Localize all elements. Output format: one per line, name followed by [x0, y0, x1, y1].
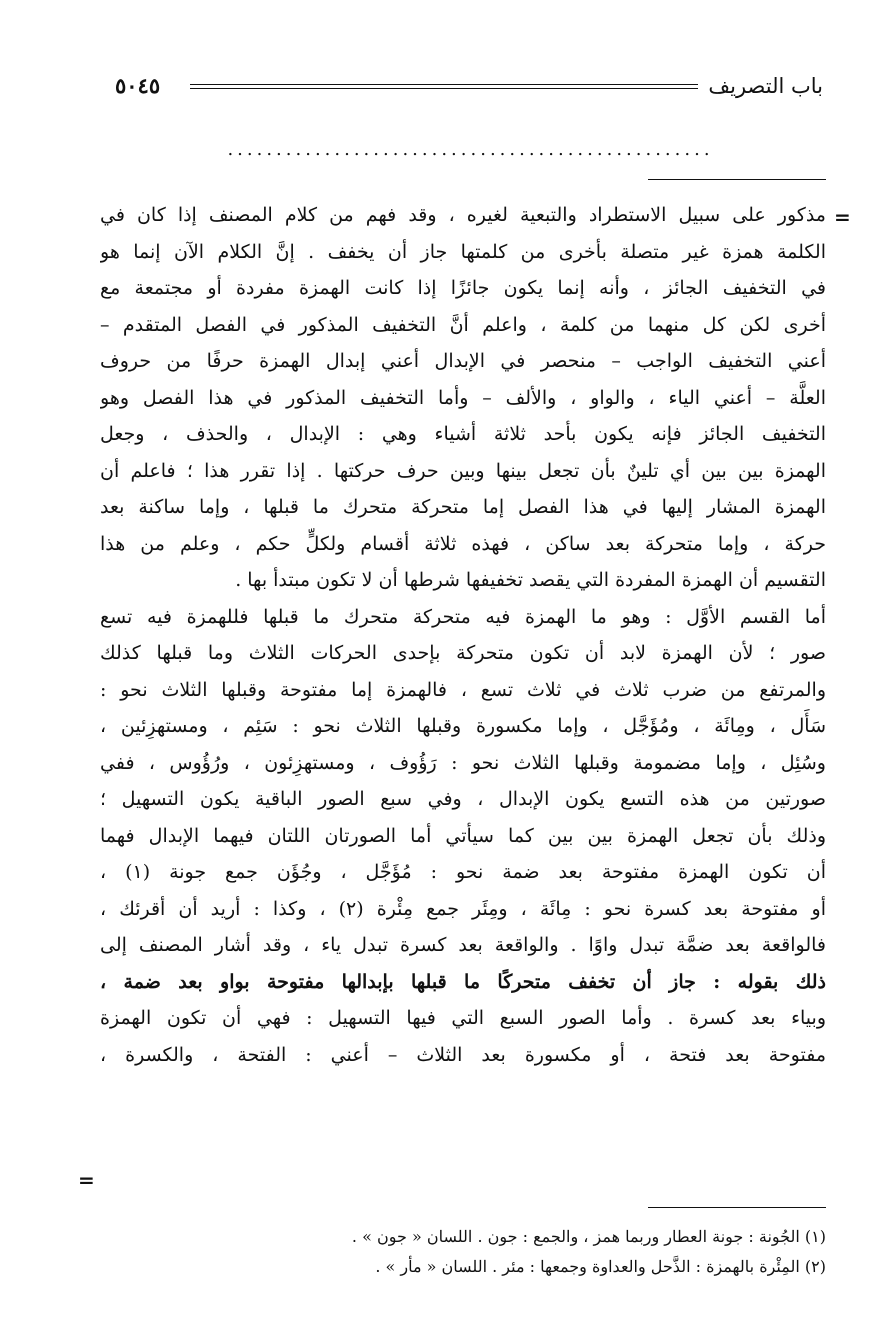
body-line: صور ؛ لأن الهمزة لابد أن تكون متحركة بإحدى الحركات الثلاث وما قبلها كذلك	[100, 642, 826, 664]
body-line: التخفيف الجائز فإنه يكون بأحد ثلاثة أشياء وهي : الإبدال ، والحذف ، وجعل	[100, 423, 826, 445]
body-line: وبياء بعد كسرة . وأما الصور السبع التي فيها التسهيل : فهي أن تكون الهمزة	[100, 1007, 826, 1029]
chapter-title: باب التصريف	[708, 74, 823, 98]
body-line: فالواقعة بعد ضمَّة تبدل واوًا . والواقعة بعد كسرة تبدل ياء ، وقد أشار المصنف إلى	[100, 934, 826, 956]
body-line: أو مفتوحة بعد كسرة نحو : مِائَة ، ومِئَر جمع مِئْرة (٢) ، وكذا : أريد أن أقرئك ،	[100, 897, 826, 920]
body-line: مفتوحة بعد فتحة ، أو مكسورة بعد الثلاث – أعني : الفتحة ، والكسرة ،	[100, 1043, 826, 1066]
body-line: الهمزة بين بين أي تلينٌ بأن تجعل بينها وبين حرف حركتها . إذا تقرر هذا ؛ فاعلم أن	[100, 459, 826, 482]
body-line: أخرى لكن كل منهما من كلمة ، واعلم أنَّ التخفيف المذكور في الفصل المتقدم –	[100, 313, 826, 336]
body-line: حركة ، وإما متحركة بعد ساكن ، فهذه ثلاثة أقسام ولكلٍّ حكم ، وعلم من هذا	[100, 532, 826, 555]
body-line: صورتين من هذه التسع يكون الإبدال ، وفي سبع الصور الباقية يكون التسهيل ؛	[100, 788, 826, 810]
header-double-rule	[190, 84, 698, 89]
dotted-separator: ..................................................	[227, 139, 714, 160]
footnote: (٢) المِئْرة بالهمزة : الذَّحل والعداوة وجمعها : مئر . اللسان « مأر » .	[375, 1257, 826, 1276]
continuation-mark-start: =	[834, 205, 851, 229]
body-line: التقسيم أن الهمزة المفردة التي يقصد تخفيفها شرطها أن لا تكون مبتدأ بها .	[235, 569, 826, 591]
body-line: وذلك بأن تجعل الهمزة بين بين كما سيأتي أما الصورتان اللتان فيهما الإبدال فهما	[100, 824, 826, 847]
top-short-rule	[648, 179, 826, 180]
body-line: مذكور على سبيل الاستطراد والتبعية لغيره ، وقد فهم من كلام المصنف إذا كان في	[100, 204, 826, 226]
body-line-emphasis: ذلك بقوله : جاز أن تخفف متحركًا ما قبلها بإبدالها مفتوحة بواو بعد ضمة ،	[100, 970, 826, 993]
body-text	[100, 197, 826, 1073]
body-line: والمرتفع من ضرب ثلاث في ثلاث تسع ، فالهمزة إما مفتوحة وقبلها الثلاث نحو :	[100, 678, 826, 701]
body-line: العلَّة – أعني الياء ، والواو ، والألف – وأما التخفيف المذكور في هذا الفصل وهو	[100, 386, 826, 409]
footnote: (١) الجُونة : جونة العطار وربما همز ، والجمع : جون . اللسان « جون » .	[351, 1227, 826, 1246]
body-line: أما القسم الأوَّل : وهو ما الهمزة فيه متحركة متحرك ما قبلها فللهمزة فيه تسع	[100, 605, 826, 628]
body-line: أن تكون الهمزة مفتوحة بعد ضمة نحو : مُؤَجَّل ، وجُؤَن جمع جونة (١) ،	[100, 861, 826, 883]
body-line: الهمزة المشار إليها في هذا الفصل إما متحركة متحرك ما قبلها ، وإما ساكنة بعد	[100, 496, 826, 518]
body-line: وسُئِل ، وإما مضمومة وقبلها الثلاث نحو : رَؤُوف ، ومستهزِئون ، ورُؤُوس ، ففي	[100, 751, 826, 774]
continuation-mark-end: =	[78, 1168, 95, 1192]
body-line: الكلمة همزة غير متصلة بأخرى من كلمتها جاز أن يخفف . إنَّ الكلام الآن إنما هو	[100, 240, 826, 263]
body-line: سَأَل ، ومِائَة ، ومُؤَجَّل ، وإما مكسورة وقبلها الثلاث نحو : سَئِم ، ومستهزِئين ،	[100, 715, 826, 737]
footnote-rule	[648, 1207, 826, 1208]
footnotes	[100, 1222, 826, 1282]
body-line: أعني التخفيف الواجب – منحصر في الإبدال أعني إبدال الهمزة حرفًا من حروف	[100, 350, 826, 372]
page-number: ٥٠٤٥	[115, 73, 161, 98]
page-header	[115, 70, 823, 106]
body-line: في التخفيف الجائز ، وأنه إنما يكون جائزًا إذا كانت الهمزة مفردة أو مجتمعة مع	[100, 277, 826, 299]
